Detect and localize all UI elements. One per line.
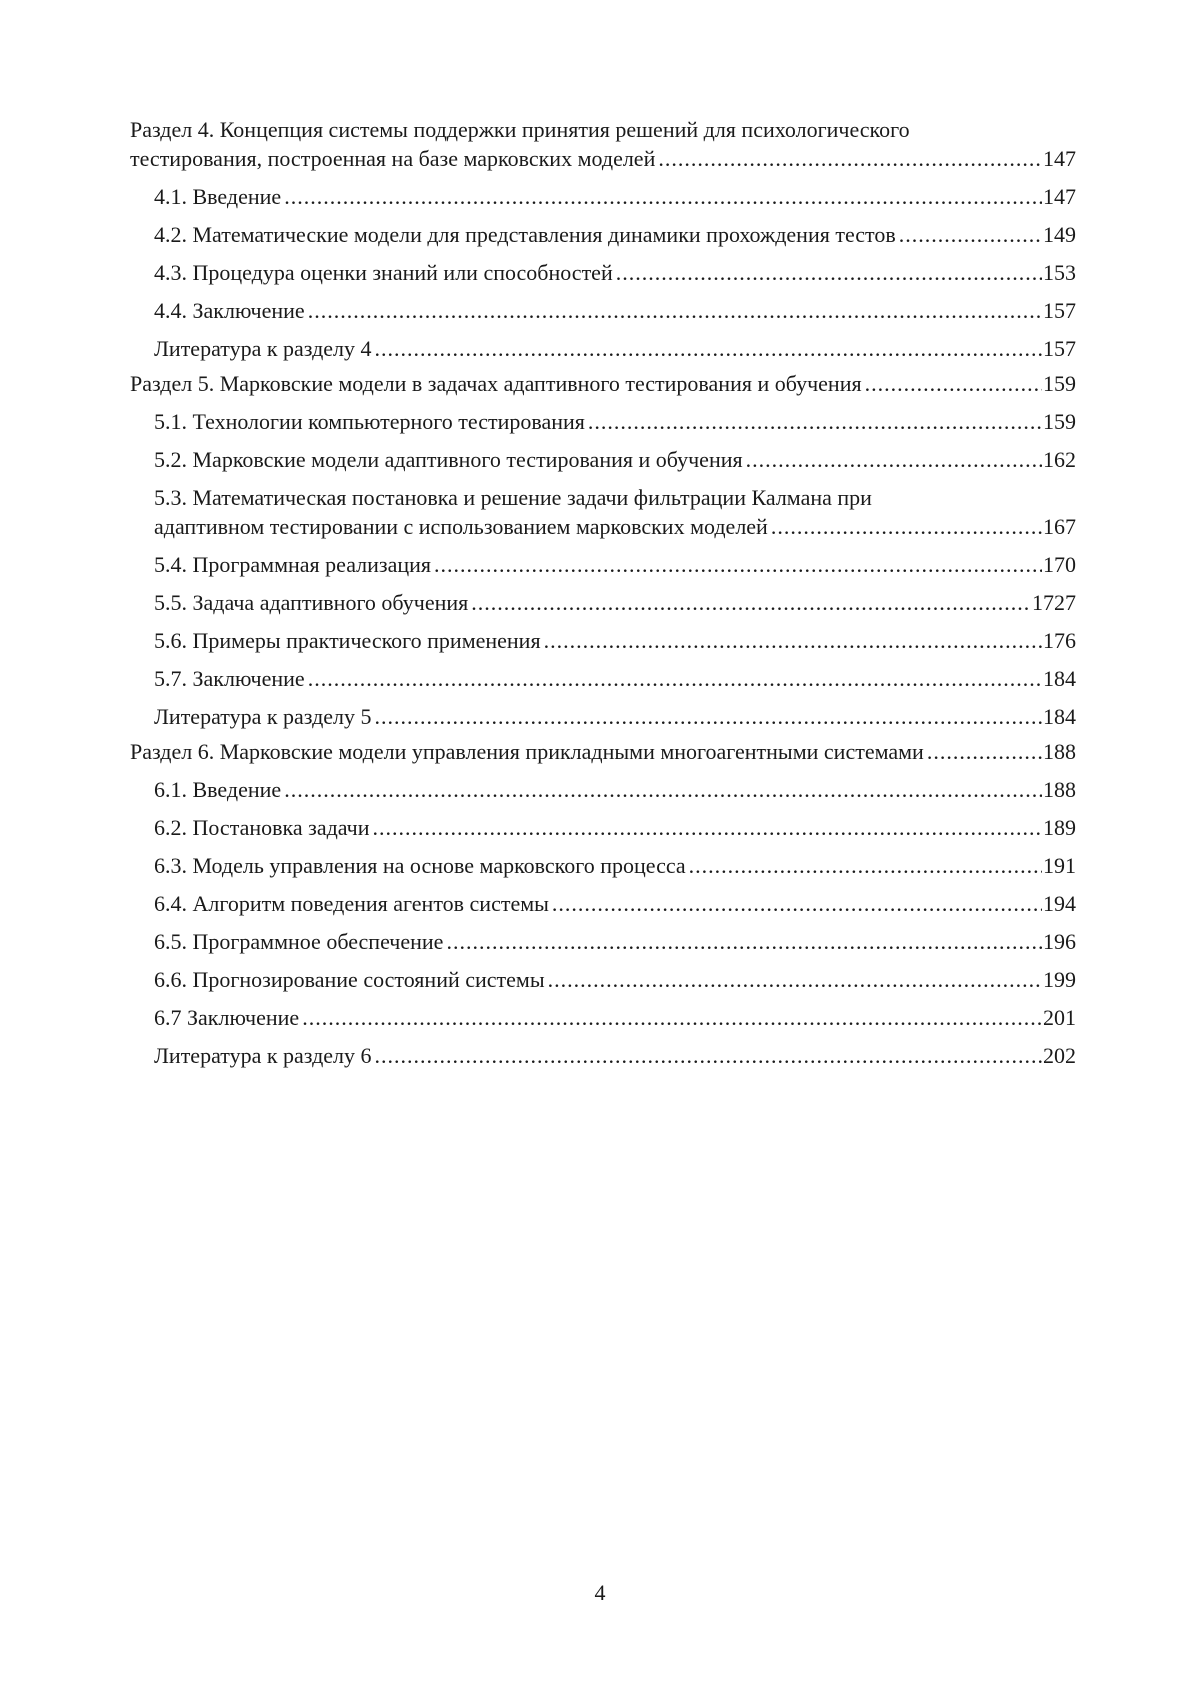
toc-entry-title: адаптивном тестировании с использованием марковских моделей [154, 514, 768, 539]
toc-section-4[interactable] [130, 115, 1076, 173]
toc-item-6-6[interactable] [130, 965, 1076, 994]
toc-page-number: 162 [1043, 447, 1076, 472]
toc-entry-title: Раздел 6. Марковские модели управления прикладными многоагентными системами [130, 739, 924, 764]
dot-leader [375, 702, 1042, 731]
toc-item-6-5[interactable] [130, 927, 1076, 956]
dot-leader [284, 775, 1042, 804]
toc-page-number: 149 [1043, 222, 1076, 247]
dot-leader [434, 550, 1042, 579]
toc-entry-title: 6.1. Введение [154, 777, 282, 802]
toc-entry-title: тестирования, построенная на базе марковских моделей [130, 146, 656, 171]
dot-leader [471, 588, 1031, 617]
toc-item-5-7[interactable] [130, 664, 1076, 693]
toc-page-number: 196 [1043, 929, 1076, 954]
toc-item-5-2[interactable] [130, 445, 1076, 474]
dot-leader [588, 407, 1042, 436]
dot-leader [373, 813, 1043, 842]
dot-leader [771, 512, 1042, 541]
toc-entry-title: 5.2. Марковские модели адаптивного тестирования и обучения [154, 447, 743, 472]
page-number: 4 [594, 1580, 606, 1605]
toc-page-number: 157 [1043, 336, 1076, 361]
dot-leader [552, 889, 1042, 918]
toc-item-4-1[interactable] [130, 182, 1076, 211]
table-of-contents [130, 115, 1076, 1070]
toc-page-number: 184 [1043, 704, 1076, 729]
toc-item-literature-4[interactable] [130, 334, 1076, 363]
dot-leader [302, 1003, 1042, 1032]
toc-page-number: 176 [1043, 628, 1076, 653]
toc-entry-title: 5.6. Примеры практического применения [154, 628, 541, 653]
toc-entry-title: 6.3. Модель управления на основе марковского процесса [154, 853, 686, 878]
toc-item-5-1[interactable] [130, 407, 1076, 436]
toc-page-number: 188 [1043, 739, 1076, 764]
toc-entry-title: 4.2. Математические модели для представления динамики прохождения тестов [154, 222, 896, 247]
toc-entry-title: Раздел 5. Марковские модели в задачах адаптивного тестирования и обучения [130, 371, 862, 396]
toc-page-number: 147 [1043, 146, 1076, 171]
toc-item-6-3[interactable] [130, 851, 1076, 880]
toc-page-number: 199 [1043, 967, 1076, 992]
toc-section-6[interactable] [130, 737, 1076, 766]
toc-page-number: 184 [1043, 666, 1076, 691]
toc-entry-title: 6.4. Алгоритм поведения агентов системы [154, 891, 549, 916]
dot-leader [899, 220, 1042, 249]
toc-entry-title: 5.1. Технологии компьютерного тестирования [154, 409, 585, 434]
toc-page-number: 202 [1043, 1043, 1076, 1068]
dot-leader [658, 144, 1042, 173]
dot-leader [375, 334, 1042, 363]
toc-entry-title: 4.3. Процедура оценки знаний или способностей [154, 260, 613, 285]
toc-item-6-2[interactable] [130, 813, 1076, 842]
toc-page-number: 157 [1043, 298, 1076, 323]
dot-leader [284, 182, 1042, 211]
toc-entry-title: 5.4. Программная реализация [154, 552, 432, 577]
dot-leader [544, 626, 1042, 655]
dot-leader [548, 965, 1042, 994]
toc-item-5-3[interactable] [130, 483, 1076, 541]
toc-entry-title-line1: Раздел 4. Концепция системы поддержки принятия решений для психологического [130, 117, 910, 142]
toc-item-5-5[interactable] [130, 588, 1076, 617]
toc-page-number: 147 [1043, 184, 1076, 209]
toc-page-number: 159 [1043, 371, 1076, 396]
toc-page-number: 189 [1043, 815, 1076, 840]
dot-leader [865, 369, 1042, 398]
toc-page-number: 188 [1043, 777, 1076, 802]
toc-entry-title: 4.4. Заключение [154, 298, 305, 323]
toc-entry-title: 6.7 Заключение [154, 1005, 300, 1030]
dot-leader [446, 927, 1042, 956]
dot-leader [927, 737, 1042, 766]
toc-item-literature-6[interactable] [130, 1041, 1076, 1070]
toc-item-6-4[interactable] [130, 889, 1076, 918]
toc-page-number: 1727 [1032, 590, 1076, 615]
toc-page-number: 194 [1043, 891, 1076, 916]
dot-leader [308, 664, 1042, 693]
toc-item-6-1[interactable] [130, 775, 1076, 804]
dot-leader [689, 851, 1042, 880]
toc-entry-title: Литература к разделу 4 [154, 336, 372, 361]
toc-page-number: 170 [1043, 552, 1076, 577]
toc-entry-title: 5.5. Задача адаптивного обучения [154, 590, 469, 615]
dot-leader [308, 296, 1042, 325]
toc-item-4-4[interactable] [130, 296, 1076, 325]
toc-item-5-4[interactable] [130, 550, 1076, 579]
toc-entry-title: 6.5. Программное обеспечение [154, 929, 444, 954]
toc-entry-title: 5.7. Заключение [154, 666, 305, 691]
toc-page-number: 159 [1043, 409, 1076, 434]
toc-entry-title-line1: 5.3. Математическая постановка и решение задачи фильтрации Калмана при [154, 485, 872, 510]
dot-leader [375, 1041, 1042, 1070]
dot-leader [746, 445, 1042, 474]
toc-page-number: 191 [1043, 853, 1076, 878]
dot-leader [616, 258, 1042, 287]
toc-section-5[interactable] [130, 369, 1076, 398]
toc-page-number: 167 [1043, 514, 1076, 539]
toc-entry-title: 6.2. Постановка задачи [154, 815, 370, 840]
toc-entry-title: 4.1. Введение [154, 184, 282, 209]
toc-item-5-6[interactable] [130, 626, 1076, 655]
toc-item-4-3[interactable] [130, 258, 1076, 287]
toc-entry-title: 6.6. Прогнозирование состояний системы [154, 967, 545, 992]
toc-page-number: 201 [1043, 1005, 1076, 1030]
toc-item-6-7[interactable] [130, 1003, 1076, 1032]
toc-entry-title: Литература к разделу 5 [154, 704, 372, 729]
toc-entry-title: Литература к разделу 6 [154, 1043, 372, 1068]
toc-page-number: 153 [1043, 260, 1076, 285]
toc-item-4-2[interactable] [130, 220, 1076, 249]
toc-item-literature-5[interactable] [130, 702, 1076, 731]
